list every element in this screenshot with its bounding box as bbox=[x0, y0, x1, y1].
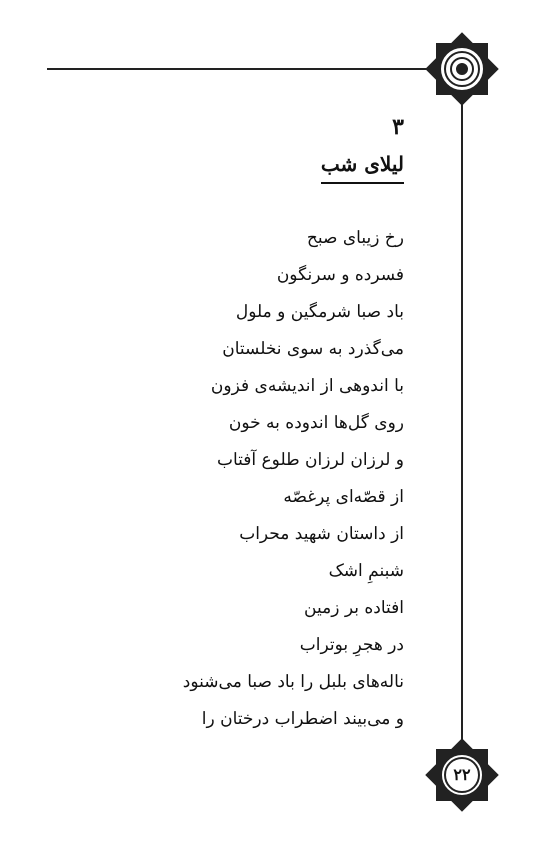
margin-rule bbox=[461, 100, 463, 745]
header-rule bbox=[47, 68, 431, 70]
verse-line: افتاده بر زمین bbox=[304, 598, 404, 618]
poem-title: لیلای شب bbox=[321, 152, 404, 184]
verse-line: شبنمِ اشک bbox=[328, 561, 404, 581]
verse-line: باد صبا شرمگین و ملول bbox=[235, 302, 404, 322]
poem-number: ۳ bbox=[392, 114, 404, 140]
verse-line: از داستان شهید محراب bbox=[239, 524, 404, 544]
verse-line: رخ زیبای صبح bbox=[306, 228, 404, 248]
rosette-ornament-icon bbox=[424, 31, 500, 107]
verse-line: فسرده و سرنگون bbox=[276, 265, 404, 285]
verse-line: در هجرِ بوتراب bbox=[299, 635, 404, 655]
poem-body bbox=[164, 220, 404, 738]
verse-line: می‌گذرد به سوی نخلستان bbox=[222, 339, 404, 359]
page-number: ۲۲ bbox=[453, 765, 471, 784]
verse-line: و می‌بیند اضطراب درختان را bbox=[201, 709, 404, 729]
verse-line: روی گل‌ها اندوده به خون bbox=[228, 413, 404, 433]
verse-line: با اندوهی از اندیشه‌ی فزون bbox=[210, 376, 404, 396]
verse-line: از قصّه‌ای پرغصّه bbox=[283, 487, 404, 507]
verse-line: ناله‌های بلبل را باد صبا می‌شنود bbox=[182, 672, 404, 692]
verse-line: و لرزان لرزان طلوع آفتاب bbox=[216, 450, 404, 470]
